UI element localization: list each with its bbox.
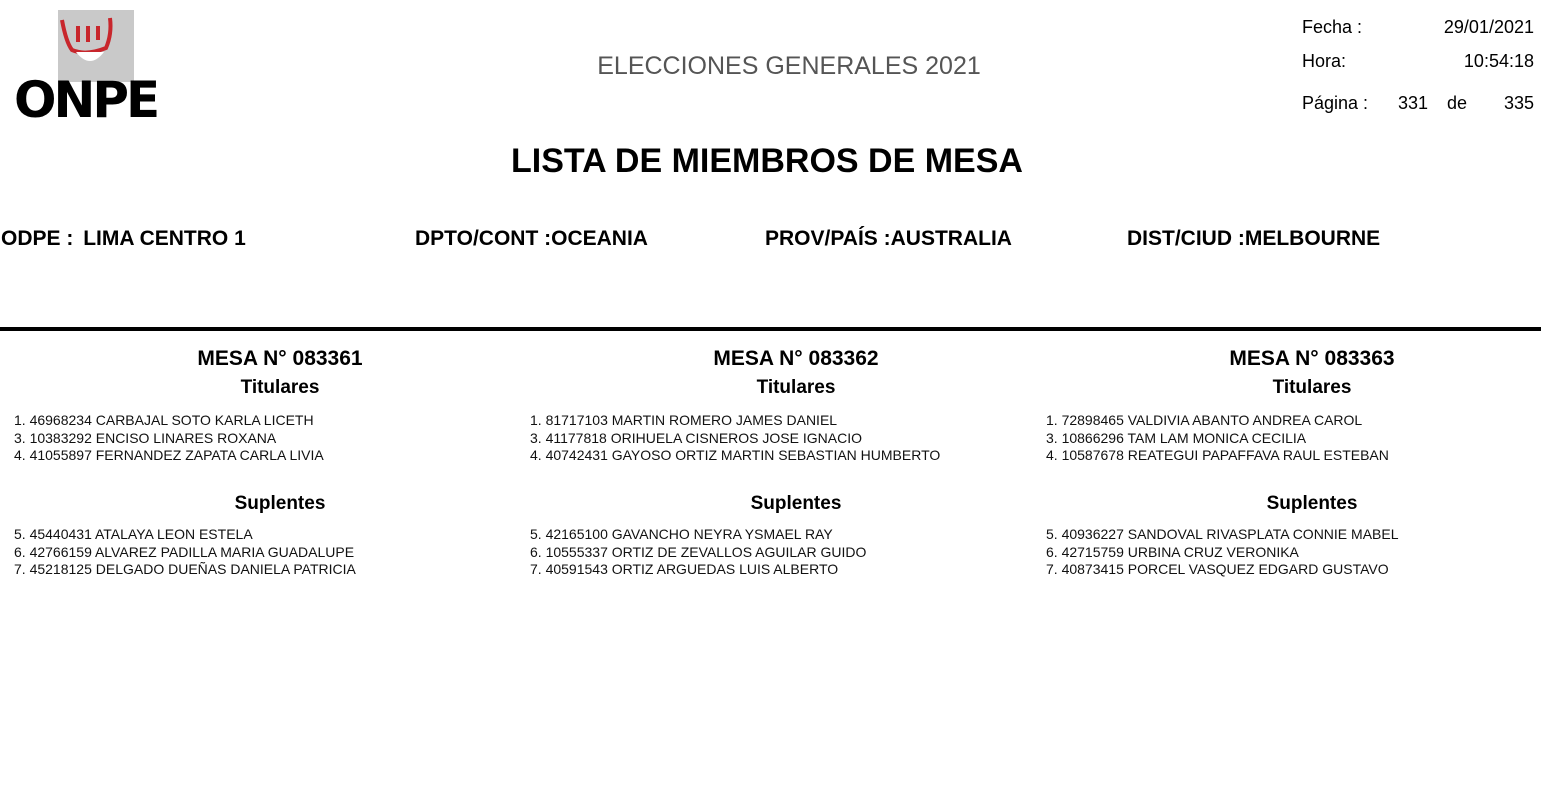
member-item: 5. 42165100 GAVANCHO NEYRA YSMAEL RAY — [530, 526, 833, 542]
member-item: 4. 40742431 GAYOSO ORTIZ MARTIN SEBASTIAN HUMBERTO — [530, 447, 941, 463]
fecha-value: 29/01/2021 — [1443, 17, 1534, 37]
member-item: 6. 42766159 ALVAREZ PADILLA MARIA GUADALUPE — [14, 543, 355, 560]
dist-field — [1127, 226, 1380, 252]
section-divider — [0, 327, 1541, 331]
suplentes-heading: Suplentes — [1266, 493, 1358, 514]
member-item: 1. 72898465 VALDIVIA ABANTO ANDREA CAROL — [1046, 412, 1363, 428]
member-item: 7. 40873415 PORCEL VASQUEZ EDGARD GUSTAVO — [1046, 561, 1389, 577]
suplentes-list — [530, 526, 866, 579]
event-title: ELECCIONES GENERALES 2021 — [597, 52, 981, 80]
titulares-list — [1046, 412, 1389, 465]
suplentes-list — [14, 526, 356, 579]
logo-wordmark: ONPE — [14, 71, 158, 129]
member-item: 4. 10587678 REATEGUI PAPAFFAVA RAUL ESTEBAN — [1046, 447, 1389, 463]
dist-label: DIST/CIUD : — [1127, 227, 1245, 250]
member-item: 3. 41177818 ORIHUELA CISNEROS JOSE IGNACIO — [530, 429, 862, 446]
member-item: 5. 40936227 SANDOVAL RIVASPLATA CONNIE MABEL — [1046, 526, 1399, 542]
suplentes-heading: Suplentes — [234, 493, 326, 514]
fecha-label: Fecha : — [1302, 17, 1363, 37]
member-item: 3. 10866296 TAM LAM MONICA CECILIA — [1046, 429, 1307, 446]
titulares-heading: Titulares — [240, 377, 320, 398]
document-title: LISTA DE MIEMBROS DE MESA — [511, 142, 1023, 180]
titulares-list — [14, 412, 324, 465]
titulares-heading: Titulares — [1272, 377, 1352, 398]
suplentes-list — [1046, 526, 1399, 579]
dist-value: MELBOURNE — [1244, 227, 1381, 250]
member-item: 6. 10555337 ORTIZ DE ZEVALLOS AGUILAR GUIDO — [530, 543, 867, 560]
prov-value: AUSTRALIA — [890, 227, 1012, 250]
pagina-total: 335 — [1503, 93, 1534, 113]
titulares-list — [530, 412, 940, 465]
member-item: 1. 46968234 CARBAJAL SOTO KARLA LICETH — [14, 412, 314, 428]
dpto-value: OCEANIA — [551, 227, 648, 250]
hora-value: 10:54:18 — [1463, 51, 1534, 71]
member-item: 7. 40591543 ORTIZ ARGUEDAS LUIS ALBERTO — [530, 561, 839, 577]
mesa-title: MESA N° 083363 — [1229, 347, 1395, 370]
odpe-value: LIMA CENTRO 1 — [83, 227, 246, 250]
dpto-field — [415, 226, 648, 252]
mesa-title: MESA N° 083362 — [713, 347, 879, 370]
hora-label: Hora: — [1302, 51, 1347, 71]
odpe-label: ODPE : — [1, 227, 74, 250]
titulares-heading: Titulares — [756, 377, 836, 398]
pagina-de: de — [1447, 93, 1468, 113]
member-item: 3. 10383292 ENCISO LINARES ROXANA — [14, 429, 277, 446]
dpto-label: DPTO/CONT : — [415, 227, 552, 250]
member-item: 6. 42715759 URBINA CRUZ VERONIKA — [1046, 543, 1299, 560]
member-item: 7. 45218125 DELGADO DUEÑAS DANIELA PATRICIA — [14, 561, 356, 577]
member-item: 5. 45440431 ATALAYA LEON ESTELA — [14, 526, 253, 542]
member-item: 1. 81717103 MARTIN ROMERO JAMES DANIEL — [530, 412, 838, 428]
odpe-field — [1, 226, 246, 252]
pagina-current: 331 — [1398, 93, 1429, 113]
suplentes-heading: Suplentes — [750, 493, 842, 514]
prov-label: PROV/PAÍS : — [765, 227, 891, 250]
mesa-title: MESA N° 083361 — [197, 347, 363, 370]
pagina-label: Página : — [1302, 93, 1369, 113]
member-item: 4. 41055897 FERNANDEZ ZAPATA CARLA LIVIA — [14, 447, 324, 463]
prov-field — [765, 226, 1012, 252]
